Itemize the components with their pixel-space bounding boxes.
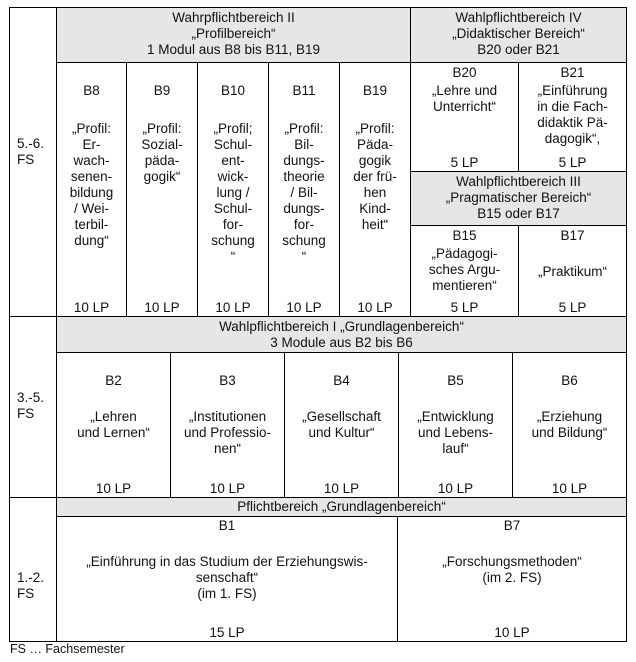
module-code: B10	[220, 83, 246, 98]
module-cell-b6	[512, 352, 627, 498]
module-cell-b11	[268, 62, 340, 317]
module-name: „Profil: Päda- gogik der frü- hen Kind- heit“	[353, 121, 397, 232]
module-code: B3	[219, 373, 236, 388]
wpb3-title: Wahlpflichtbereich III	[456, 174, 581, 189]
pb-header	[56, 497, 627, 517]
module-code: B5	[447, 373, 464, 388]
module-cell-b20	[410, 62, 519, 172]
module-cell-b1	[56, 516, 398, 642]
module-credits: 15 LP	[209, 625, 245, 640]
module-code: B19	[362, 83, 388, 98]
module-credits: 5 LP	[450, 300, 479, 315]
module-credits: 10 LP	[551, 481, 588, 496]
module-cell-b8	[56, 62, 127, 317]
module-cell-b21	[518, 62, 627, 172]
module-name: „Pädagogi- sches Argu- mentieren“	[428, 246, 501, 293]
semester-cell-1-2	[9, 497, 57, 642]
semester-cell-3-5	[9, 316, 57, 498]
module-name: „Erziehung und Bildung“	[531, 409, 608, 440]
module-credits: 10 LP	[437, 481, 474, 496]
module-credits: 10 LP	[73, 300, 110, 315]
module-name: „Entwicklung und Lebens- lauf“	[417, 409, 494, 456]
module-cell-b2	[56, 352, 171, 498]
module-credits: 5 LP	[558, 300, 587, 315]
module-cell-b9	[126, 62, 198, 317]
module-cell-b19	[339, 62, 411, 317]
pb-title: Pflichtbereich „Grundlagenbereich“	[237, 499, 446, 514]
module-code: B20	[452, 65, 477, 80]
module-cell-b3	[170, 352, 285, 498]
module-name: „Institutionen und Professio- nen“	[183, 409, 272, 456]
module-code: B9	[153, 83, 171, 98]
semester-label-5-6: 5.-6. FS	[17, 136, 45, 167]
module-cell-b15	[410, 225, 519, 317]
wpb1-header	[56, 316, 627, 353]
module-credits: 5 LP	[450, 155, 479, 170]
semester-label-3-5: 3.-5. FS	[17, 390, 45, 421]
module-credits: 10 LP	[494, 625, 530, 640]
module-credits: 10 LP	[209, 481, 246, 496]
module-name: „Profil: Sozial- päda- gogik“	[141, 121, 183, 184]
module-credits: 10 LP	[357, 300, 393, 315]
module-credits: 10 LP	[144, 300, 180, 315]
module-credits: 10 LP	[215, 300, 251, 315]
module-name: „Lehren und Lernen“	[77, 409, 150, 440]
wpb2-rule: 1 Modul aus B8 bis B11, B19	[146, 42, 321, 57]
module-name: „Profil; Schul- ent- wick- lung / Schul- for- schung “	[211, 121, 255, 264]
module-credits: 10 LP	[323, 481, 360, 496]
module-cell-b10	[197, 62, 269, 317]
wpb4-header	[410, 7, 627, 63]
module-cell-b7	[397, 516, 627, 642]
module-credits: 10 LP	[95, 481, 132, 496]
wpb4-rule: B20 oder B21	[477, 42, 560, 57]
module-code: B4	[333, 373, 350, 388]
footnote: FS … Fachsemester	[10, 642, 125, 656]
wpb3-rule: B15 oder B17	[477, 206, 560, 221]
wpb1-rule: 3 Module aus B2 bis B6	[270, 335, 413, 350]
module-code: B21	[560, 65, 585, 80]
module-code: B6	[561, 373, 578, 388]
module-name: „Gesellschaft und Kultur“	[302, 409, 381, 440]
module-code: B7	[503, 518, 521, 533]
module-code: B11	[292, 83, 316, 98]
module-code: B8	[83, 83, 100, 98]
module-code: B1	[218, 518, 236, 533]
module-cell-b4	[284, 352, 399, 498]
wpb2-title: Wahrpflichtbereich II	[172, 10, 295, 25]
module-code: B15	[452, 228, 477, 243]
module-name: „Forschungsmethoden“ (im 2. FS)	[442, 554, 582, 585]
wpb3-subtitle: „Pragmatischer Bereich“	[445, 190, 592, 205]
module-credits: 10 LP	[286, 300, 322, 315]
wpb1-title: Wahlpflichtbereich I „Grundlagenbereich“	[219, 319, 464, 334]
module-code: B2	[105, 373, 122, 388]
module-name: „Profil: Er- wach- senen- bildung / Wei- terbil- dung“	[69, 121, 114, 248]
module-name: „Praktikum“	[537, 264, 607, 279]
module-code: B17	[560, 228, 585, 243]
wpb2-header	[56, 7, 411, 63]
module-name: „Profil: Bil- dungs- theorie / Bil- dungs- for- schung “	[282, 121, 326, 264]
module-cell-b5	[398, 352, 513, 498]
wpb3-header	[410, 171, 627, 226]
module-credits: 5 LP	[558, 155, 587, 170]
module-name: „Einführung in das Studium der Erziehungswis- senschaft“ (im 1. FS)	[86, 554, 368, 601]
wpb4-subtitle: „Didaktischer Bereich“	[452, 26, 585, 41]
semester-label-1-2: 1.-2. FS	[17, 570, 45, 601]
wpb4-title: Wahlpflichtbereich IV	[455, 10, 582, 25]
module-name: „Einführung in die Fach- didaktik Pä- dagogik“,	[537, 83, 608, 146]
module-cell-b17	[518, 225, 627, 317]
wpb2-subtitle: „Profilbereich“	[191, 26, 276, 41]
semester-cell-5-6	[9, 7, 57, 317]
module-name: „Lehre und Unterricht“	[431, 83, 498, 114]
